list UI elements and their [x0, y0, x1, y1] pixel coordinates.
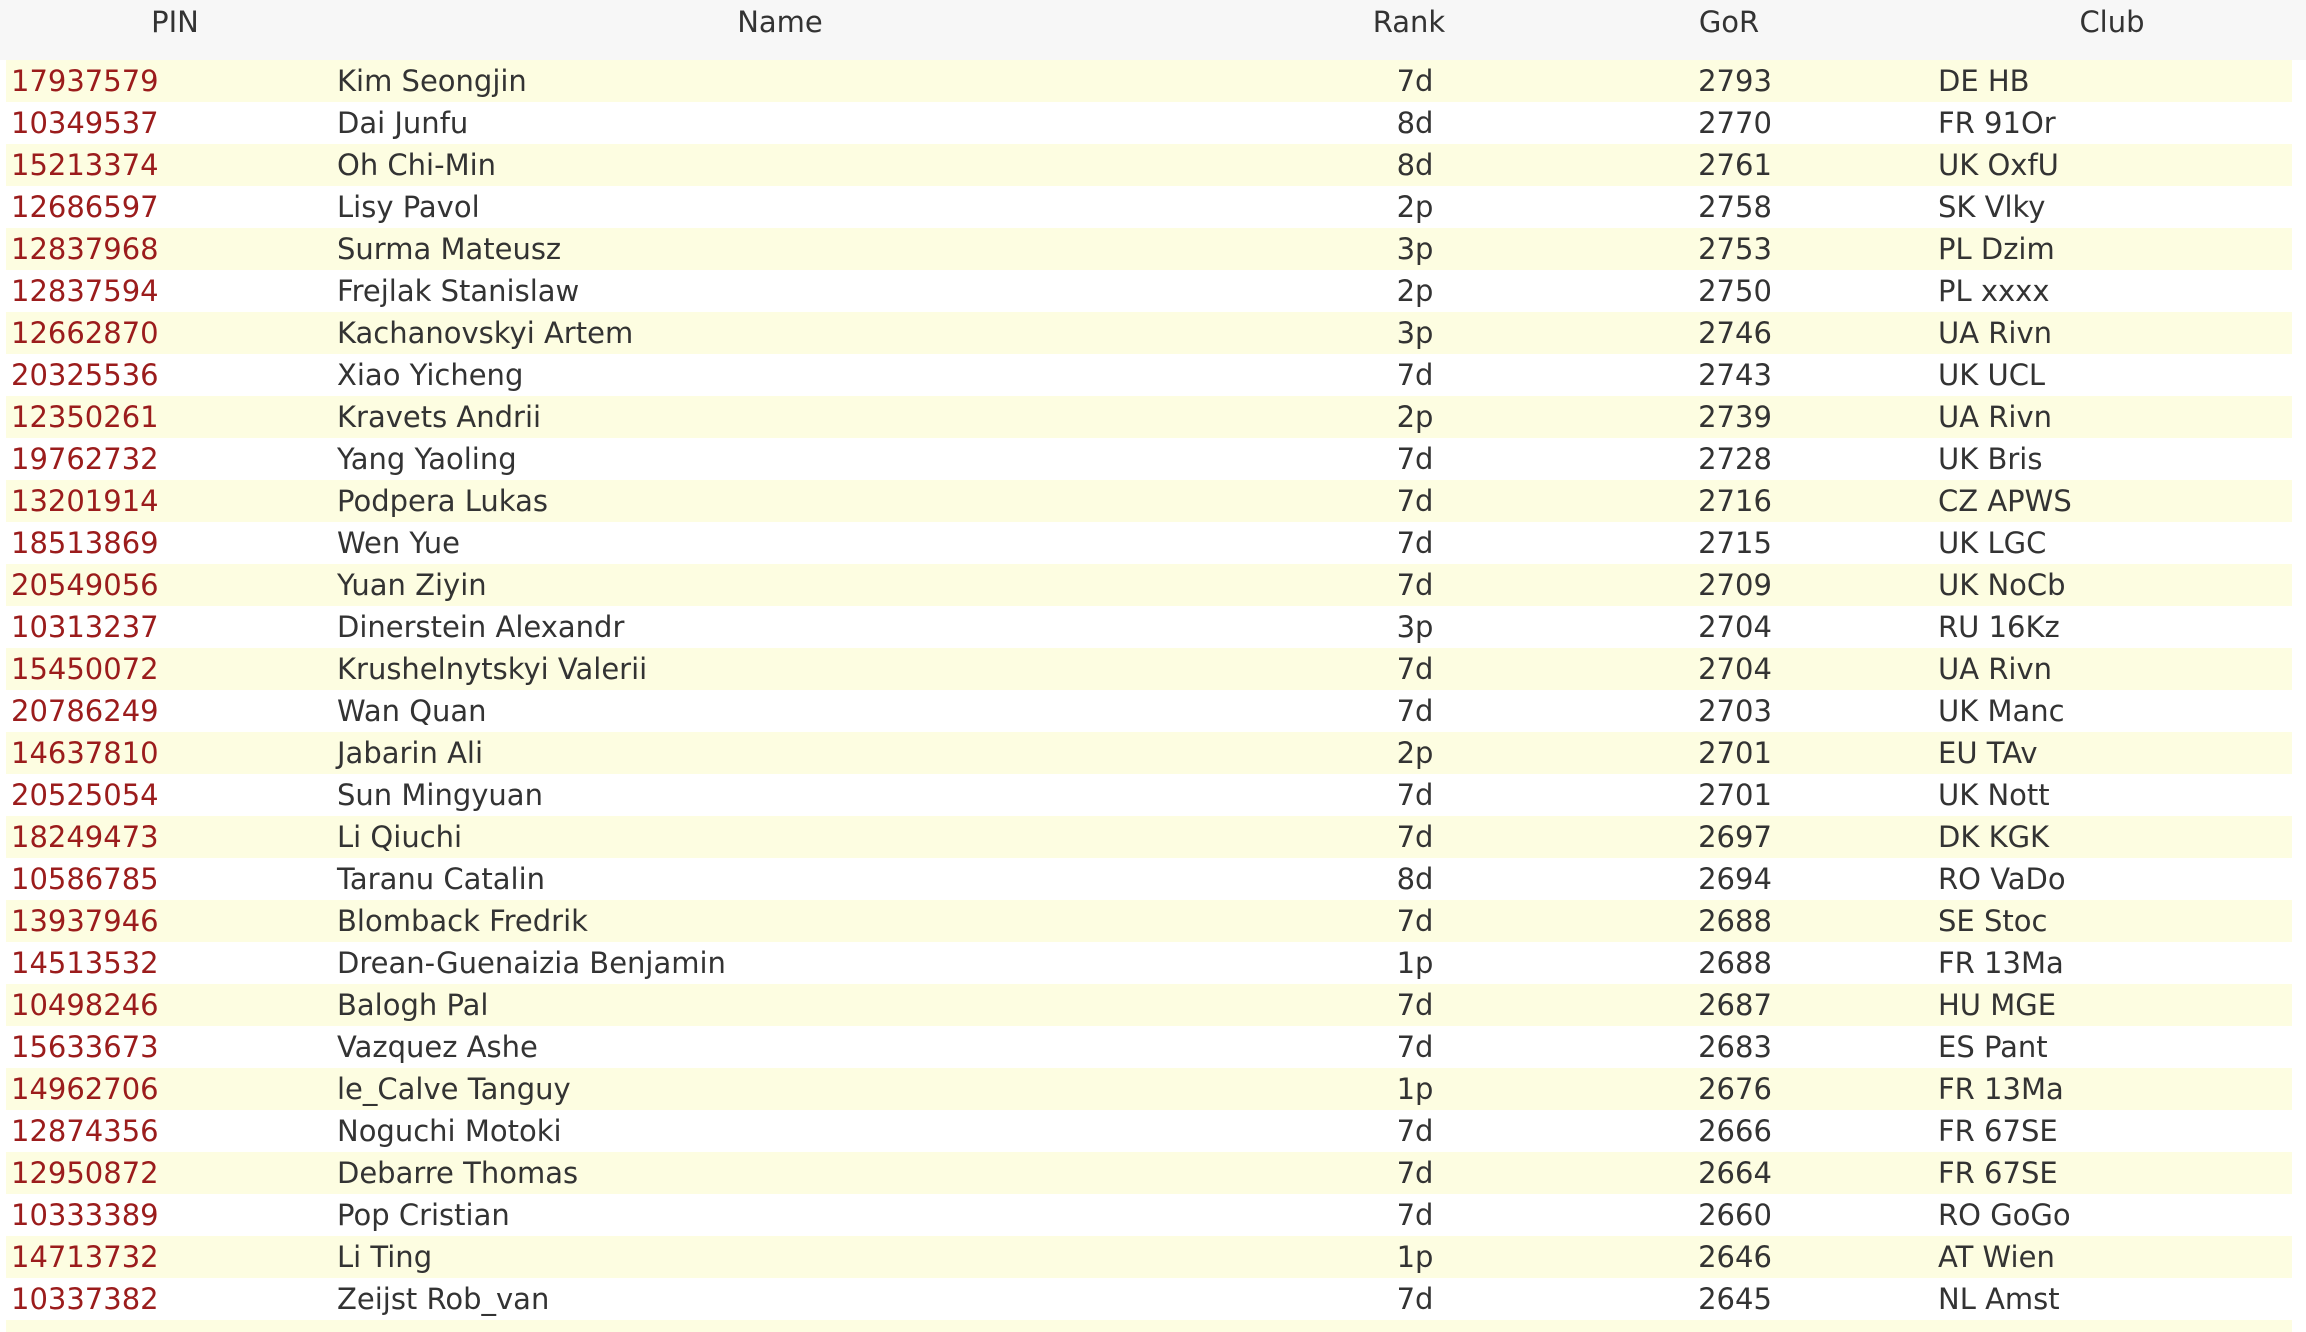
pin-link[interactable]: 12837594 [11, 274, 159, 308]
pin-link[interactable]: 12837968 [11, 232, 159, 266]
player-gor: 2704 [1698, 652, 1772, 686]
pin-link[interactable]: 14513532 [11, 946, 159, 980]
player-name: Pop Cristian [337, 1198, 510, 1232]
player-name: Li Ting [337, 1240, 433, 1274]
pin-link[interactable]: 10586785 [11, 862, 159, 896]
player-name: Podpera Lukas [337, 484, 548, 518]
player-gor: 2753 [1698, 232, 1772, 266]
player-gor: 2761 [1698, 148, 1772, 182]
pin-link[interactable]: 10349537 [11, 106, 159, 140]
player-gor: 2793 [1698, 64, 1772, 98]
player-gor: 2739 [1698, 400, 1772, 434]
pin-link[interactable]: 20525054 [11, 778, 159, 812]
pin-link[interactable]: 20549056 [11, 568, 159, 602]
player-gor: 2664 [1698, 1156, 1772, 1190]
pin-link[interactable]: 13201914 [11, 484, 159, 518]
player-rank: 2p [1396, 736, 1434, 770]
table-row [6, 1026, 2292, 1068]
player-rank: 2p [1396, 190, 1434, 224]
player-rank: 8d [1396, 148, 1434, 182]
table-row [6, 438, 2292, 480]
player-club: AT Wien [1938, 1240, 2055, 1274]
player-rank: 7d [1396, 904, 1434, 938]
table-row [6, 984, 2292, 1026]
player-club: HU MGE [1938, 988, 2057, 1022]
player-club: FR 13Ma [1938, 946, 2064, 980]
pin-link[interactable]: 17937579 [11, 64, 159, 98]
table-row [6, 60, 2292, 102]
pin-link[interactable]: 15450072 [11, 652, 159, 686]
player-club: RU 16Kz [1938, 610, 2060, 644]
player-gor: 2715 [1698, 526, 1772, 560]
player-rank: 8d [1396, 106, 1434, 140]
player-club: SK Vlky [1938, 190, 2046, 224]
pin-link[interactable]: 18513869 [11, 526, 159, 560]
pin-link[interactable]: 15633673 [11, 1030, 159, 1064]
player-club: UK Nott [1938, 778, 2050, 812]
player-rank: 7d [1396, 1198, 1434, 1232]
table-row [6, 858, 2292, 900]
player-name: Yuan Ziyin [337, 568, 487, 602]
player-club: UK Bris [1938, 442, 2043, 476]
player-name: Blomback Fredrik [337, 904, 588, 938]
player-club: PL xxxx [1938, 274, 2050, 308]
player-gor: 2683 [1698, 1030, 1772, 1064]
player-rank: 7d [1396, 526, 1434, 560]
player-rank: 1p [1396, 1240, 1434, 1274]
player-name: Drean-Guenaizia Benjamin [337, 946, 726, 980]
player-club: UK UCL [1938, 358, 2046, 392]
player-name: Yang Yaoling [337, 442, 517, 476]
table-row [6, 270, 2292, 312]
table-row [6, 396, 2292, 438]
player-club: UK LGC [1938, 526, 2047, 560]
pin-link[interactable]: 14637810 [11, 736, 159, 770]
player-name: Jabarin Ali [337, 736, 484, 770]
player-rank: 1p [1396, 1072, 1434, 1106]
player-club: FR 13Ma [1938, 1072, 2064, 1106]
player-gor: 2770 [1698, 106, 1772, 140]
pin-link[interactable]: 15213374 [11, 148, 159, 182]
player-gor: 2676 [1698, 1072, 1772, 1106]
player-club: EU TAv [1938, 736, 2038, 770]
table-row [6, 606, 2292, 648]
player-club: SE Stoc [1938, 904, 2048, 938]
table-row [6, 1320, 2292, 1332]
table-row [6, 816, 2292, 858]
player-club: RO GoGo [1938, 1198, 2071, 1232]
player-rank: 7d [1396, 1030, 1434, 1064]
table-row [6, 648, 2292, 690]
player-rank: 3p [1396, 232, 1434, 266]
pin-link[interactable]: 20325536 [11, 358, 159, 392]
column-header-gor[interactable]: GoR [1698, 5, 1760, 39]
player-gor: 2688 [1698, 946, 1772, 980]
player-name: Krushelnytskyi Valerii [337, 652, 648, 686]
player-club: RO VaDo [1938, 862, 2066, 896]
player-club: NL Amst [1938, 1282, 2060, 1316]
column-header-name[interactable]: Name [737, 5, 823, 39]
player-name: Noguchi Motoki [337, 1114, 562, 1148]
player-name: Taranu Catalin [337, 862, 546, 896]
player-club: UA Rivn [1938, 652, 2053, 686]
player-rank: 7d [1396, 820, 1434, 854]
player-name: Wan Quan [337, 694, 487, 728]
player-club: UK NoCb [1938, 568, 2066, 602]
pin-link[interactable]: 12686597 [11, 190, 159, 224]
player-name: Frejlak Stanislaw [337, 274, 580, 308]
player-name: Surma Mateusz [337, 232, 562, 266]
player-name: le_Calve Tanguy [337, 1072, 571, 1106]
pin-link[interactable]: 12350261 [11, 400, 159, 434]
pin-link[interactable]: 14713732 [11, 1240, 159, 1274]
player-rank: 3p [1396, 610, 1434, 644]
table-row [6, 1278, 2292, 1320]
player-club: UK OxfU [1938, 148, 2059, 182]
player-rank: 1p [1396, 946, 1434, 980]
table-body [0, 60, 2306, 1332]
player-rank: 8d [1396, 862, 1434, 896]
player-name: Wen Yue [337, 526, 461, 560]
table-row [6, 564, 2292, 606]
player-rank: 7d [1396, 358, 1434, 392]
column-header-club[interactable]: Club [2079, 5, 2145, 39]
pin-link[interactable]: 20786249 [11, 694, 159, 728]
pin-link[interactable]: 12662870 [11, 316, 159, 350]
player-gor: 2688 [1698, 904, 1772, 938]
player-club: UA Rivn [1938, 316, 2053, 350]
player-name: Dinerstein Alexandr [337, 610, 625, 644]
player-gor: 2750 [1698, 274, 1772, 308]
player-gor: 2703 [1698, 694, 1772, 728]
player-gor: 2694 [1698, 862, 1772, 896]
player-name: Kravets Andrii [337, 400, 542, 434]
player-club: FR 91Or [1938, 106, 2056, 140]
table-row [6, 228, 2292, 270]
table-row [6, 774, 2292, 816]
player-gor: 2645 [1698, 1282, 1772, 1316]
pin-link[interactable]: 18249473 [11, 820, 159, 854]
table-row [6, 102, 2292, 144]
player-gor: 2666 [1698, 1114, 1772, 1148]
table-row [6, 732, 2292, 774]
player-club: UA Rivn [1938, 400, 2053, 434]
pin-link[interactable]: 10313237 [11, 610, 159, 644]
player-club: UK Manc [1938, 694, 2065, 728]
table-row [6, 1068, 2292, 1110]
player-gor: 2746 [1698, 316, 1772, 350]
player-rank: 7d [1396, 988, 1434, 1022]
player-gor: 2704 [1698, 610, 1772, 644]
player-rank: 7d [1396, 442, 1434, 476]
player-gor: 2743 [1698, 358, 1772, 392]
player-rank: 7d [1396, 694, 1434, 728]
table-row [6, 1194, 2292, 1236]
player-rank: 3p [1396, 316, 1434, 350]
player-gor: 2646 [1698, 1240, 1772, 1274]
player-name: Lisy Pavol [337, 190, 480, 224]
player-gor: 2709 [1698, 568, 1772, 602]
pin-link[interactable]: 12874356 [11, 1114, 159, 1148]
player-club: FR 67SE [1938, 1156, 2058, 1190]
player-rank: 7d [1396, 568, 1434, 602]
table-row [6, 690, 2292, 732]
table-row [6, 942, 2292, 984]
player-club: DE HB [1938, 64, 2030, 98]
pin-link[interactable]: 10337382 [11, 1282, 159, 1316]
player-rank: 7d [1396, 778, 1434, 812]
player-club: FR 67SE [1938, 1114, 2058, 1148]
player-gor: 2660 [1698, 1198, 1772, 1232]
player-club: ES Pant [1938, 1030, 2048, 1064]
player-club: PL Dzim [1938, 232, 2055, 266]
player-name: Dai Junfu [337, 106, 469, 140]
player-club: DK KGK [1938, 820, 2050, 854]
column-header-pin[interactable]: PIN [151, 5, 199, 39]
player-rank: 7d [1396, 64, 1434, 98]
player-name: Kim Seongjin [337, 64, 527, 98]
player-gor: 2697 [1698, 820, 1772, 854]
player-name: Vazquez Ashe [337, 1030, 538, 1064]
pin-link[interactable]: 10498246 [11, 988, 159, 1022]
player-rank: 2p [1396, 400, 1434, 434]
player-club: CZ APWS [1938, 484, 2072, 518]
player-rank: 7d [1396, 1156, 1434, 1190]
player-name: Balogh Pal [337, 988, 489, 1022]
pin-link[interactable]: 13937946 [11, 904, 159, 938]
player-gor: 2687 [1698, 988, 1772, 1022]
player-gor: 2701 [1698, 778, 1772, 812]
table-row [6, 522, 2292, 564]
player-rank: 7d [1396, 484, 1434, 518]
player-name: Oh Chi-Min [337, 148, 497, 182]
player-rank: 7d [1396, 1114, 1434, 1148]
player-gor: 2728 [1698, 442, 1772, 476]
table-row [6, 480, 2292, 522]
table-row [6, 1152, 2292, 1194]
table-row [6, 144, 2292, 186]
table-row [6, 1110, 2292, 1152]
table-row [6, 900, 2292, 942]
player-name: Li Qiuchi [337, 820, 463, 854]
pin-link[interactable]: 14962706 [11, 1072, 159, 1106]
table-row [6, 186, 2292, 228]
table-row [6, 312, 2292, 354]
table-row [6, 1236, 2292, 1278]
player-gor: 2716 [1698, 484, 1772, 518]
pin-link[interactable]: 19762732 [11, 442, 159, 476]
player-gor: 2758 [1698, 190, 1772, 224]
column-header-rank[interactable]: Rank [1372, 5, 1446, 39]
player-name: Kachanovskyi Artem [337, 316, 634, 350]
table-row [6, 354, 2292, 396]
table-header [0, 0, 2306, 60]
pin-link[interactable]: 12950872 [11, 1156, 159, 1190]
player-name: Xiao Yicheng [337, 358, 524, 392]
player-rank: 7d [1396, 652, 1434, 686]
player-rank: 7d [1396, 1282, 1434, 1316]
player-name: Zeijst Rob_van [337, 1282, 550, 1316]
player-name: Sun Mingyuan [337, 778, 543, 812]
player-rank: 2p [1396, 274, 1434, 308]
player-gor: 2701 [1698, 736, 1772, 770]
pin-link[interactable]: 10333389 [11, 1198, 159, 1232]
player-name: Debarre Thomas [337, 1156, 579, 1190]
